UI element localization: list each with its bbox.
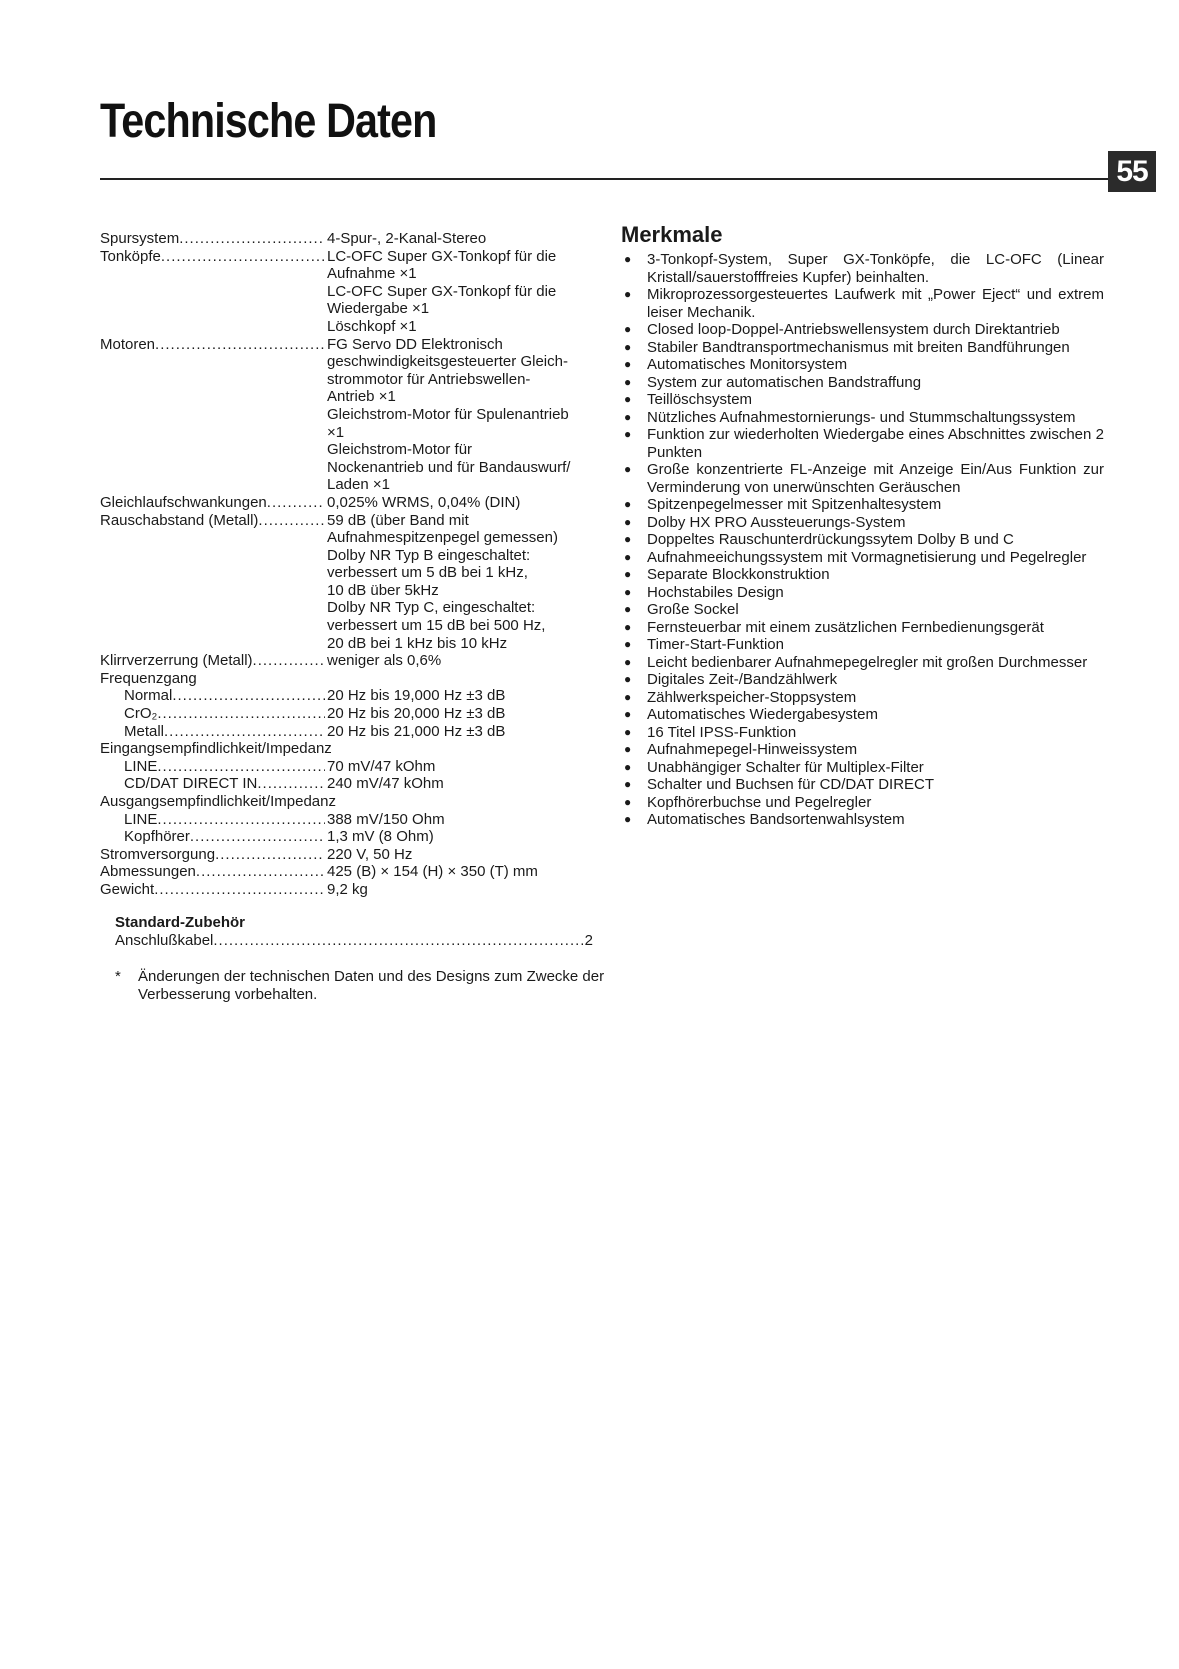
spec-value-line: 10 dB über 5kHz: [327, 581, 439, 599]
spec-row: [100, 863, 620, 881]
spec-label: CD/DAT DIRECT IN: [124, 775, 258, 793]
spec-values: [325, 881, 620, 899]
spec-row: [100, 828, 620, 846]
feature-item: [624, 286, 1104, 321]
spec-values: [325, 758, 620, 776]
feature-text: Leicht bedienbarer Aufnahmepegelregler mit großen Durchmesser: [647, 653, 1088, 671]
spec-values: [325, 863, 620, 881]
bullet-icon: ●: [624, 707, 632, 721]
spec-label: Gleichlaufschwankungen: [100, 493, 267, 511]
feature-text: Zählwerkspeicher-Stoppsystem: [647, 688, 857, 706]
spec-label-cell: [100, 775, 325, 793]
spec-group-heading: Frequenzgang: [100, 669, 197, 687]
spec-label-cell: [100, 846, 325, 864]
bullet-icon: ●: [624, 619, 632, 634]
bullet-icon: ●: [624, 584, 632, 599]
spec-value-line: Antrieb ×1: [327, 388, 396, 406]
bullet-icon: ●: [624, 759, 632, 774]
feature-text: 16 Titel IPSS-Funktion: [647, 723, 797, 741]
feature-item: [624, 601, 1104, 619]
spec-value-line: Aufnahmespitzenpegel gemessen): [327, 529, 558, 547]
bullet-icon: ●: [624, 514, 632, 529]
feature-text: Große Sockel: [647, 601, 739, 618]
spec-values: [325, 811, 620, 829]
feature-item: [624, 776, 1104, 794]
footnote: [115, 968, 605, 1004]
spec-label-cell: [100, 336, 325, 494]
spec-label: LINE: [124, 810, 158, 828]
spec-value-line: Dolby NR Typ C, eingeschaltet:: [327, 599, 536, 617]
spec-row: [100, 652, 620, 670]
accessory-value: 2: [584, 932, 593, 949]
bullet-icon: ●: [624, 252, 632, 266]
spec-values: [325, 775, 620, 793]
feature-item: [624, 496, 1104, 514]
leader-dots: [267, 494, 325, 512]
leader-dots: [157, 705, 325, 723]
feature-text: Schalter und Buchsen für CD/DAT DIRECT: [647, 776, 935, 793]
spec-label: Stromversorgung: [100, 845, 216, 863]
spec-label-cell: [100, 248, 325, 336]
feature-item: [624, 461, 1104, 496]
feature-item: [624, 514, 1104, 532]
spec-value-line: 240 mV/47 kOhm: [327, 775, 444, 793]
spec-value-line: 1,3 mV (8 Ohm): [327, 828, 434, 846]
spec-label-cell: [100, 652, 325, 670]
spec-value-line: verbessert um 15 dB bei 500 Hz,: [327, 617, 546, 635]
feature-item: [624, 619, 1104, 637]
spec-label-cell: [100, 863, 325, 881]
leader-dots: [190, 828, 325, 846]
spec-value-line: ×1: [327, 423, 345, 441]
leader-dots: [164, 723, 325, 741]
leader-dots: [157, 758, 325, 776]
spec-values: [325, 494, 620, 512]
leader-dots: [155, 336, 325, 494]
feature-text: 3-Tonkopf-System, Super GX-Tonköpfe, die LC-OFC (Linear Kristall/sauerstofffreies Kupfer) beinhalten.: [647, 251, 1104, 286]
spec-label: Motoren: [100, 335, 156, 353]
bullet-icon: ●: [624, 374, 632, 389]
spec-value-line: 59 dB (über Band mit: [327, 511, 469, 529]
spec-row: [100, 846, 620, 864]
spec-value-line: Nockenantrieb und für Bandauswurf/: [327, 458, 571, 476]
accessories-row: [115, 932, 593, 949]
spec-values: [325, 652, 620, 670]
feature-text: Kopfhörerbuchse und Pegelregler: [647, 793, 872, 811]
spec-value-line: 220 V, 50 Hz: [327, 845, 413, 863]
spec-label-cell: [100, 705, 325, 723]
spec-label: Gewicht: [100, 880, 155, 898]
spec-value-line: LC-OFC Super GX-Tonkopf für die: [327, 282, 557, 300]
leader-dots: [213, 932, 582, 949]
spec-values: [325, 336, 620, 494]
spec-label: Klirrverzerrung (Metall): [100, 652, 253, 670]
spec-value-line: 425 (B) × 154 (H) × 350 (T) mm: [327, 863, 538, 881]
spec-values: [325, 828, 620, 846]
bullet-icon: ●: [624, 602, 632, 616]
spec-label-cell: [100, 881, 325, 899]
spec-value-line: Laden ×1: [327, 476, 390, 494]
spec-label: Metall: [124, 722, 165, 740]
bullet-icon: ●: [624, 532, 632, 546]
spec-value-line: weniger als 0,6%: [327, 652, 442, 670]
leader-dots: [257, 775, 325, 793]
feature-item: [624, 356, 1104, 374]
spec-values: [325, 512, 620, 653]
bullet-icon: ●: [624, 462, 632, 476]
spec-row: [100, 230, 620, 248]
spec-value-line: Aufnahme ×1: [327, 265, 417, 283]
feature-text: Closed loop-Doppel-Antriebswellensystem durch Direktantrieb: [647, 321, 1060, 338]
bullet-icon: ●: [624, 497, 632, 511]
feature-text: Fernsteuerbar mit einem zusätzlichen Fernbedienungsgerät: [647, 618, 1044, 636]
feature-text: Dolby HX PRO Aussteuerungs-System: [647, 513, 906, 531]
bullet-icon: ●: [624, 689, 632, 704]
feature-text: Digitales Zeit-/Bandzählwerk: [647, 671, 838, 688]
spec-label-cell: [100, 512, 325, 653]
spec-row: [100, 248, 620, 336]
feature-item: [624, 636, 1104, 654]
bullet-icon: ●: [624, 287, 632, 301]
spec-values: [325, 687, 620, 705]
bullet-icon: ●: [624, 357, 632, 371]
spec-row: [100, 723, 620, 741]
spec-group-heading: Ausgangsempfindlichkeit/Impedanz: [100, 793, 336, 810]
spec-label-cell: [100, 230, 325, 248]
leader-dots: [196, 863, 325, 881]
feature-text: Automatisches Bandsortenwahlsystem: [647, 811, 905, 828]
spec-value-line: 20 Hz bis 20,000 Hz ±3 dB: [327, 705, 506, 723]
feature-text: Nützliches Aufnahmestornierungs- und Stummschaltungssystem: [647, 408, 1076, 426]
spec-label-cell: [100, 494, 325, 512]
spec-label: Tonköpfe: [100, 247, 161, 265]
bullet-icon: ●: [624, 427, 632, 441]
bullet-icon: ●: [624, 724, 632, 739]
feature-item: [624, 584, 1104, 602]
feature-item: [624, 566, 1104, 584]
spec-label-cell: [100, 811, 325, 829]
spec-values: [325, 230, 620, 248]
spec-row: [100, 811, 620, 829]
page-number-badge: 55: [1108, 151, 1156, 192]
spec-value-line: 20 Hz bis 19,000 Hz ±3 dB: [327, 687, 506, 705]
spec-label: Kopfhörer: [124, 828, 190, 846]
features-title: Merkmale: [621, 222, 723, 247]
feature-item: [624, 549, 1104, 567]
leader-dots: [179, 230, 325, 248]
feature-text: System zur automatischen Bandstraffung: [647, 373, 922, 391]
feature-item: [624, 251, 1104, 286]
feature-text: Teillöschsystem: [647, 391, 753, 408]
feature-text: Timer-Start-Funktion: [647, 636, 784, 653]
spec-value-line: Dolby NR Typ B eingeschaltet:: [327, 546, 531, 564]
spec-label: Rauschabstand (Metall): [100, 511, 259, 529]
spec-label: Normal: [124, 687, 173, 705]
spec-value-line: verbessert um 5 dB bei 1 kHz,: [327, 564, 528, 582]
bullet-icon: ●: [624, 637, 632, 651]
page-title: Technische Daten: [100, 95, 437, 148]
feature-item: [624, 409, 1104, 427]
spec-label: Abmessungen: [100, 863, 196, 881]
feature-item: [624, 741, 1104, 759]
feature-text: Automatisches Wiedergabesystem: [647, 706, 878, 723]
bullet-icon: ●: [624, 742, 632, 756]
spec-row: [100, 705, 620, 723]
spec-value-line: 20 dB bei 1 kHz bis 10 kHz: [327, 634, 508, 652]
feature-text: Stabiler Bandtransportmechanismus mit breiten Bandführungen: [647, 338, 1070, 356]
bullet-icon: ●: [624, 672, 632, 686]
spec-row: [100, 512, 620, 653]
leader-dots: [172, 687, 325, 705]
spec-label: LINE: [124, 757, 158, 775]
accessory-label: Anschlußkabel: [115, 932, 214, 949]
spec-value-line: Gleichstrom-Motor für: [327, 441, 473, 459]
leader-dots: [253, 652, 325, 670]
spec-value-line: Gleichstrom-Motor für Spulenantrieb: [327, 405, 569, 423]
feature-item: [624, 811, 1104, 829]
spec-row: [100, 336, 620, 494]
spec-label-cell: [100, 828, 325, 846]
spec-label: Spursystem: [100, 230, 180, 247]
spec-row: [100, 494, 620, 512]
spec-values: [325, 723, 620, 741]
bullet-icon: ●: [624, 567, 632, 581]
spec-row: [100, 881, 620, 899]
feature-item: [624, 689, 1104, 707]
spec-group-heading: Eingangsempfindlichkeit/Impedanz: [100, 740, 332, 758]
bullet-icon: ●: [624, 339, 632, 354]
feature-text: Separate Blockkonstruktion: [647, 566, 830, 583]
spec-value-line: 20 Hz bis 21,000 Hz ±3 dB: [327, 722, 506, 740]
feature-item: [624, 391, 1104, 409]
spec-row: [100, 758, 620, 776]
feature-text: Unabhängiger Schalter für Multiplex-Filter: [647, 758, 924, 776]
accessories-title: Standard-Zubehör: [115, 914, 245, 931]
bullet-icon: ●: [624, 777, 632, 791]
specifications-list: [100, 230, 620, 899]
footnote-marker: *: [115, 968, 121, 985]
spec-label-cell: [100, 758, 325, 776]
spec-values: [325, 248, 620, 336]
bullet-icon: ●: [624, 654, 632, 669]
feature-text: Funktion zur wiederholten Wiedergabe eines Abschnittes zwischen 2 Punkten: [647, 426, 1104, 461]
spec-label-cell: [100, 687, 325, 705]
bullet-icon: ●: [624, 322, 632, 336]
spec-value-line: geschwindigkeitsgesteuerter Gleich-: [327, 353, 568, 371]
feature-item: [624, 374, 1104, 392]
spec-label: CrO₂: [124, 705, 158, 723]
feature-item: [624, 426, 1104, 461]
feature-item: [624, 531, 1104, 549]
feature-text: Aufnahmepegel-Hinweissystem: [647, 741, 858, 758]
leader-dots: [154, 881, 325, 899]
spec-value-line: 9,2 kg: [327, 880, 368, 898]
spec-value-line: 4-Spur-, 2-Kanal-Stereo: [327, 230, 487, 247]
spec-value-line: Wiedergabe ×1: [327, 300, 430, 318]
footnote-text: Änderungen der technischen Daten und des Designs zum Zwecke der Verbesserung vorbehalten.: [138, 968, 605, 1003]
spec-value-line: Löschkopf ×1: [327, 317, 417, 335]
title-rule: [100, 178, 1110, 180]
feature-text: Hochstabiles Design: [647, 583, 784, 601]
leader-dots: [157, 811, 325, 829]
bullet-icon: ●: [624, 409, 632, 424]
leader-dots: [215, 846, 325, 864]
feature-text: Mikroprozessorgesteuertes Laufwerk mit „Power Eject“ und extrem leiser Mechanik.: [647, 286, 1104, 321]
bullet-icon: ●: [624, 794, 632, 809]
feature-text: Doppeltes Rauschunterdrückungssytem Dolby B und C: [647, 531, 1014, 548]
spec-value-line: strommotor für Antriebswellen-: [327, 370, 531, 388]
feature-text: Große konzentrierte FL-Anzeige mit Anzeige Ein/Aus Funktion zur Verminderung von unerwünschten Geräuschen: [647, 461, 1104, 496]
spec-value-line: 0,025% WRMS, 0,04% (DIN): [327, 493, 521, 511]
feature-text: Spitzenpegelmesser mit Spitzenhaltesystem: [647, 496, 942, 513]
features-list: [624, 251, 1104, 829]
feature-item: [624, 321, 1104, 339]
feature-text: Automatisches Monitorsystem: [647, 356, 848, 373]
feature-item: [624, 759, 1104, 777]
leader-dots: [161, 248, 325, 336]
bullet-icon: ●: [624, 812, 632, 826]
feature-text: Aufnahmeeichungssystem mit Vormagnetisierung und Pegelregler: [647, 548, 1087, 566]
spec-value-line: 388 mV/150 Ohm: [327, 810, 445, 828]
feature-item: [624, 724, 1104, 742]
spec-values: [325, 846, 620, 864]
leader-dots: [258, 512, 325, 653]
feature-item: [624, 671, 1104, 689]
spec-value-line: FG Servo DD Elektronisch: [327, 335, 503, 353]
spec-label-cell: [100, 723, 325, 741]
feature-item: [624, 706, 1104, 724]
bullet-icon: ●: [624, 392, 632, 406]
feature-item: [624, 654, 1104, 672]
spec-values: [325, 705, 620, 723]
feature-item: [624, 339, 1104, 357]
spec-row: [100, 687, 620, 705]
spec-row: [100, 775, 620, 793]
feature-item: [624, 794, 1104, 812]
spec-value-line: LC-OFC Super GX-Tonkopf für die: [327, 247, 557, 265]
spec-value-line: 70 mV/47 kOhm: [327, 757, 436, 775]
bullet-icon: ●: [624, 549, 632, 564]
